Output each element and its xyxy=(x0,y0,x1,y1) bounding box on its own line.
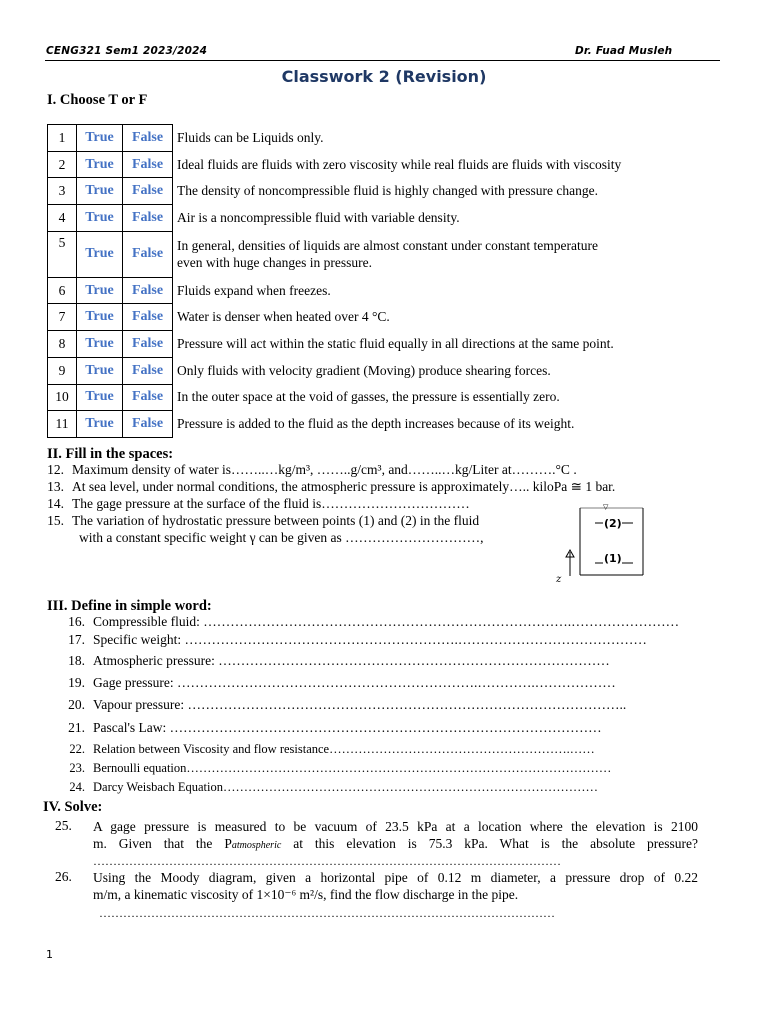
false-option[interactable]: False xyxy=(123,125,173,152)
fill-item-14: 14. The gage pressure at the surface of the fluid is…………………………… xyxy=(47,496,470,511)
instructor-header: Dr. Fuad Musleh xyxy=(575,45,673,57)
pressure-diagram xyxy=(553,500,663,590)
tf-row-number: 4 xyxy=(48,205,77,232)
false-option[interactable]: False xyxy=(123,231,173,277)
false-option[interactable]: False xyxy=(123,357,173,384)
tf-statement: Air is a noncompressible fluid with variable density. xyxy=(177,209,460,225)
define-item: 19. Gage pressure: ………………………………………………………….………….……………… xyxy=(68,675,616,690)
true-option[interactable]: True xyxy=(77,304,123,331)
tf-row-number: 8 xyxy=(48,331,77,358)
section2-heading: II. Fill in the spaces: xyxy=(47,446,174,462)
true-option[interactable]: True xyxy=(77,411,123,438)
false-option[interactable]: False xyxy=(123,151,173,178)
tf-row xyxy=(48,331,738,358)
tf-row-number: 2 xyxy=(48,151,77,178)
define-item: 23. Bernoulli equation………………………………………………………………………………………… xyxy=(69,761,612,775)
point-2-label: (2) xyxy=(604,517,622,530)
tf-row xyxy=(48,231,738,277)
point-1-label: (1) xyxy=(604,552,622,565)
define-item: 20. Vapour pressure: …………………………………………………………………………………….. xyxy=(68,697,627,712)
fill-item-12: 12. Maximum density of water is……..…kg/m³, ……..g/cm³, and……..…kg/Liter at……….°C . xyxy=(47,462,577,477)
tf-statement: Fluids expand when freezes. xyxy=(177,282,331,298)
solve-item-26-num: 26. xyxy=(55,869,72,884)
define-item: 16. Compressible fluid: ……………………………………………………………………….…………………… xyxy=(68,614,680,629)
tf-row xyxy=(48,384,738,411)
tf-row xyxy=(48,205,738,232)
tf-statement: The density of noncompressible fluid is highly changed with pressure change. xyxy=(177,183,599,199)
true-option[interactable]: True xyxy=(77,231,123,277)
course-header: CENG321 Sem1 2023/2024 xyxy=(46,45,208,57)
tf-statement: Ideal fluids are fluids with zero viscosity while real fluids are fluids with viscosity xyxy=(177,156,622,172)
fill-item-13: 13. At sea level, under normal conditions, the atmospheric pressure is approximately….. kiloPa ≅ 1 bar. xyxy=(47,479,616,494)
tf-row xyxy=(48,125,738,152)
true-option[interactable]: True xyxy=(77,205,123,232)
solve-item-25: A gage pressure is measured to be vacuum of 23.5 kPa at a location where the elevation is 2100 m. Given that the Patmospheric at this elevation is 75.3 kPa. What is the absolute pressure? ……………………………………………………………………………………………………… xyxy=(93,819,698,868)
true-option[interactable]: True xyxy=(77,151,123,178)
tf-row xyxy=(48,357,738,384)
false-option[interactable]: False xyxy=(123,178,173,205)
tf-row-number: 11 xyxy=(48,411,77,438)
tf-row-number: 1 xyxy=(48,125,77,152)
tf-row-number: 5 xyxy=(48,231,77,277)
false-option[interactable]: False xyxy=(123,331,173,358)
define-item: 22. Relation between Viscosity and flow resistance………………………………………………….…… xyxy=(69,742,595,756)
true-option[interactable]: True xyxy=(77,384,123,411)
tf-row-number: 3 xyxy=(48,178,77,205)
tf-row xyxy=(48,411,738,438)
true-option[interactable]: True xyxy=(77,357,123,384)
tf-statement: Pressure is added to the fluid as the depth increases because of its weight. xyxy=(177,416,575,432)
true-false-table xyxy=(47,124,738,438)
tf-statement: In general, densities of liquids are almost constant under constant temperature even with huge changes in pressure. xyxy=(177,238,598,271)
define-item: 24. Darcy Weisbach Equation……………………………………………………………………………… xyxy=(69,780,598,794)
tf-row xyxy=(48,304,738,331)
container-diagram-svg xyxy=(553,500,663,590)
svg-text:▽: ▽ xyxy=(603,503,609,511)
define-item: 17. Specific weight: …………………………………………………….…………………………………… xyxy=(68,632,647,647)
tf-row xyxy=(48,178,738,205)
false-option[interactable]: False xyxy=(123,205,173,232)
true-option[interactable]: True xyxy=(77,277,123,304)
solve-item-26: Using the Moody diagram, given a horizontal pipe of 0.12 m diameter, a pressure drop of 0.22 m/m, a kinematic viscosity of 1×10⁻⁶ m²/s, find the flow discharge in the pipe. …………………………………………………………………………………………………… xyxy=(93,870,698,920)
tf-row-number: 7 xyxy=(48,304,77,331)
section3-heading: III. Define in simple word: xyxy=(47,598,212,614)
tf-row-number: 10 xyxy=(48,384,77,411)
false-option[interactable]: False xyxy=(123,384,173,411)
header-divider xyxy=(45,60,720,61)
tf-row-number: 6 xyxy=(48,277,77,304)
tf-statement: In the outer space at the void of gasses, the pressure is essentially zero. xyxy=(177,389,560,405)
true-option[interactable]: True xyxy=(77,178,123,205)
false-option[interactable]: False xyxy=(123,304,173,331)
section1-heading: I. Choose T or F xyxy=(47,92,148,108)
tf-row-number: 9 xyxy=(48,357,77,384)
page-title: Classwork 2 (Revision) xyxy=(281,67,487,86)
fill-item-15: 15. The variation of hydrostatic pressure between points (1) and (2) in the fluid xyxy=(47,513,480,528)
false-option[interactable]: False xyxy=(123,411,173,438)
tf-row xyxy=(48,151,738,178)
tf-statement: Pressure will act within the static fluid equally in all directions at the same point. xyxy=(177,335,614,351)
section4-heading: IV. Solve: xyxy=(43,799,103,815)
false-option[interactable]: False xyxy=(123,277,173,304)
tf-statement: Fluids can be Liquids only. xyxy=(177,129,324,145)
z-axis-label: z xyxy=(556,574,562,585)
tf-statement: Water is denser when heated over 4 °C. xyxy=(177,309,390,325)
true-option[interactable]: True xyxy=(77,331,123,358)
tf-statement: Only fluids with velocity gradient (Moving) produce shearing forces. xyxy=(177,362,551,378)
page-number: 1 xyxy=(46,948,53,961)
true-option[interactable]: True xyxy=(77,125,123,152)
define-item: 18. Atmospheric pressure: …………………………………………………………………………… xyxy=(68,653,610,668)
define-item: 21. Pascal's Law: …………………………………………………………………………………… xyxy=(68,720,602,735)
tf-row xyxy=(48,277,738,304)
fill-item-15-cont: with a constant specific weight γ can be given as …………………………, xyxy=(79,530,484,545)
solve-item-25-num: 25. xyxy=(55,818,72,833)
